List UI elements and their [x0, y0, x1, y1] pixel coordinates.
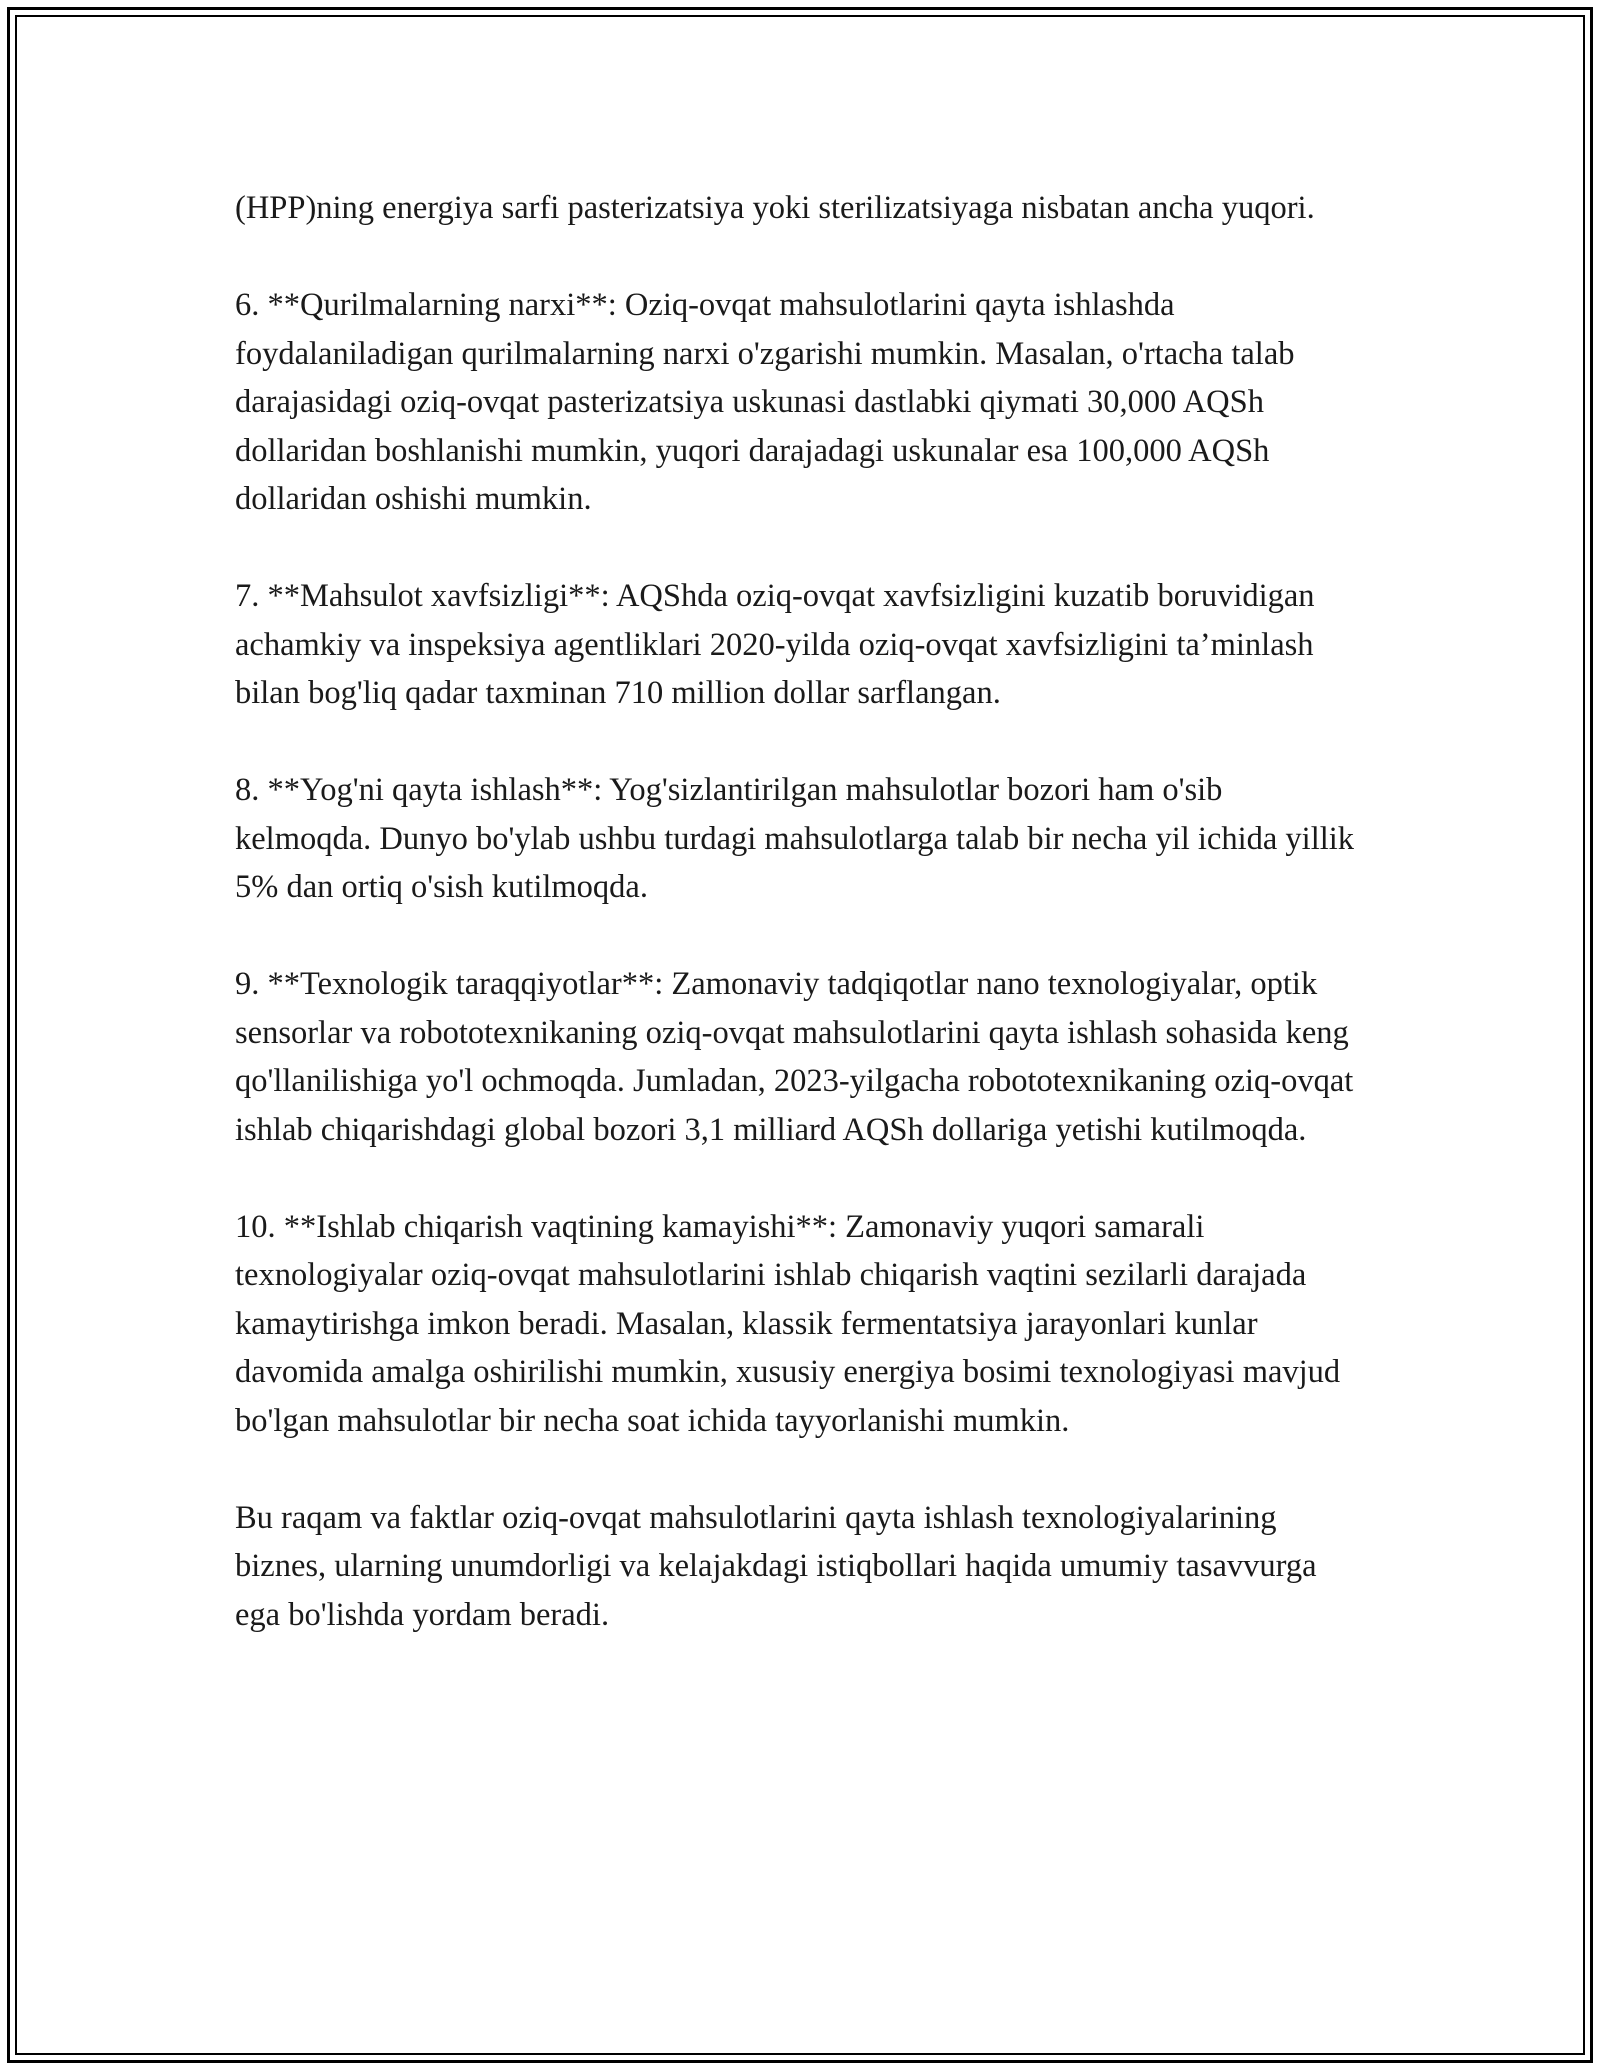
paragraph-conclusion: Bu raqam va faktlar oziq-ovqat mahsulotlarini qayta ishlash texnologiyalarining biznes, ularning unumdorligi va kelajakdagi istiqbollari haqida umumiy tasavvurga ega bo'lishda yordam beradi. [235, 1499, 1317, 1633]
paragraph-equipment-price: 6. **Qurilmalarning narxi**: Oziq-ovqat mahsulotlarini qayta ishlashda foydalaniladigan qurilmalarning narxi o'zgarishi mumkin. Masalan, o'rtacha talab darajasidagi oziq-ovqat pasterizatsiya uskunasi dastlabki qiymati 30,000 AQSh dollaridan boshlanishi mumkin, yuqori darajadagi uskunalar esa 100,000 AQSh dollaridan oshishi mumkin. [235, 287, 1295, 517]
paragraph-fat-processing: 8. **Yog'ni qayta ishlash**: Yog'sizlantirilgan mahsulotlar bozori ham o'sib kelmoqda. Dunyo bo'ylab ushbu turdagi mahsulotlarga talab bir necha yil ichida yillik 5% dan ortiq o'sish kutilmoqda. [235, 772, 1355, 905]
document-body [235, 184, 1365, 1639]
paragraph-hpp-energy: (HPP)ning energiya sarfi pasterizatsiya yoki sterilizatsiyaga nisbatan ancha yuqori. [235, 190, 1315, 226]
paragraph-technological-progress: 9. **Texnologik taraqqiyotlar**: Zamonaviy tadqiqotlar nano texnologiyalar, optik sensorlar va robototexnikaning oziq-ovqat mahsulotlarini qayta ishlash sohasida keng qo'llanilishiga yo'l ochmoqda. Jumladan, 2023-yilgacha robototexnikaning oziq-ovqat ishlab chiqarishdagi global bozori 3,1 milliard AQSh dollariga yetishi kutilmoqda. [235, 966, 1354, 1148]
paragraph-production-time: 10. **Ishlab chiqarish vaqtining kamayishi**: Zamonaviy yuqori samarali texnologiyalar oziq-ovqat mahsulotlarini ishlab chiqarish vaqtini sezilarli darajada kamaytirishga imkon beradi. Masalan, klassik fermentatsiya jarayonlari kunlar davomida amalga oshirilishi mumkin, xususiy energiya bosimi texnologiyasi mavjud bo'lgan mahsulotlar bir necha soat ichida tayyorlanishi mumkin. [235, 1208, 1341, 1439]
paragraph-product-safety: 7. **Mahsulot xavfsizligi**: AQShda oziq-ovqat xavfsizligini kuzatib boruvidigan achamkiy va inspeksiya agentliklari 2020-yilda oziq-ovqat xavfsizligini ta’minlash bilan bog'liq qadar taxminan 710 million dollar sarflangan. [235, 578, 1315, 711]
